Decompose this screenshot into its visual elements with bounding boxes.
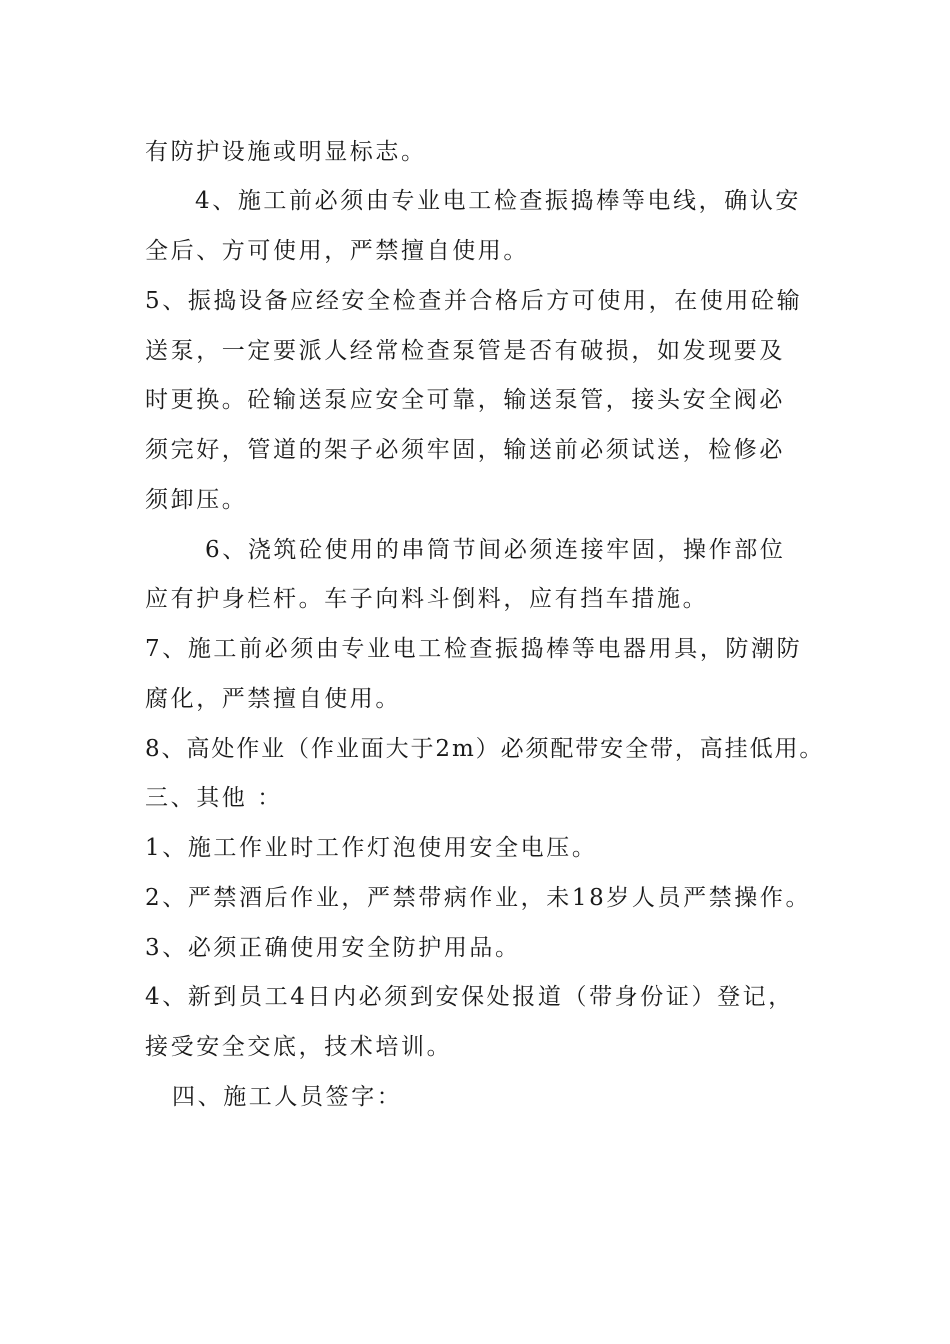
text-line: 7、施工前必须由专业电工检查振捣棒等电器用具，防潮防 xyxy=(145,636,803,662)
section-heading: 四、施工人员签字： xyxy=(172,1084,403,1110)
section-heading: 三、其他 ： xyxy=(145,785,283,811)
text-line: 须卸压。 xyxy=(145,487,248,513)
text-line: 2、严禁酒后作业，严禁带病作业，未18岁人员严禁操作。 xyxy=(145,885,812,911)
text-line: 应有护身栏杆。车子向料斗倒料，应有挡车措施。 xyxy=(145,586,709,612)
text-line: 1、施工作业时工作灯泡使用安全电压。 xyxy=(145,835,598,861)
text-line: 6、浇筑砼使用的串筒节间必须连接牢固，操作部位 xyxy=(205,537,786,563)
text-line: 接受安全交底，技术培训。 xyxy=(145,1034,453,1060)
text-line: 3、必须正确使用安全防护用品。 xyxy=(145,935,521,961)
text-line: 全后、方可使用，严禁擅自使用。 xyxy=(145,238,529,264)
text-line: 有防护设施或明显标志。 xyxy=(145,139,427,165)
text-line: 5、振捣设备应经安全检查并合格后方可使用，在使用砼输 xyxy=(145,288,803,314)
text-line: 8、高处作业（作业面大于2m）必须配带安全带，高挂低用。 xyxy=(145,736,825,762)
text-line: 须完好，管道的架子必须牢固，输送前必须试送，检修必 xyxy=(145,437,785,463)
text-line: 腐化，严禁擅自使用。 xyxy=(145,686,401,712)
text-line: 送泵，一定要派人经常检查泵管是否有破损，如发现要及 xyxy=(145,338,785,364)
text-line: 4、施工前必须由专业电工检查振捣棒等电线，确认安 xyxy=(195,188,802,214)
text-line: 时更换。砼输送泵应安全可靠，输送泵管，接头安全阀必 xyxy=(145,387,785,413)
text-line: 4、新到员工4日内必须到安保处报道（带身份证）登记， xyxy=(145,984,794,1010)
